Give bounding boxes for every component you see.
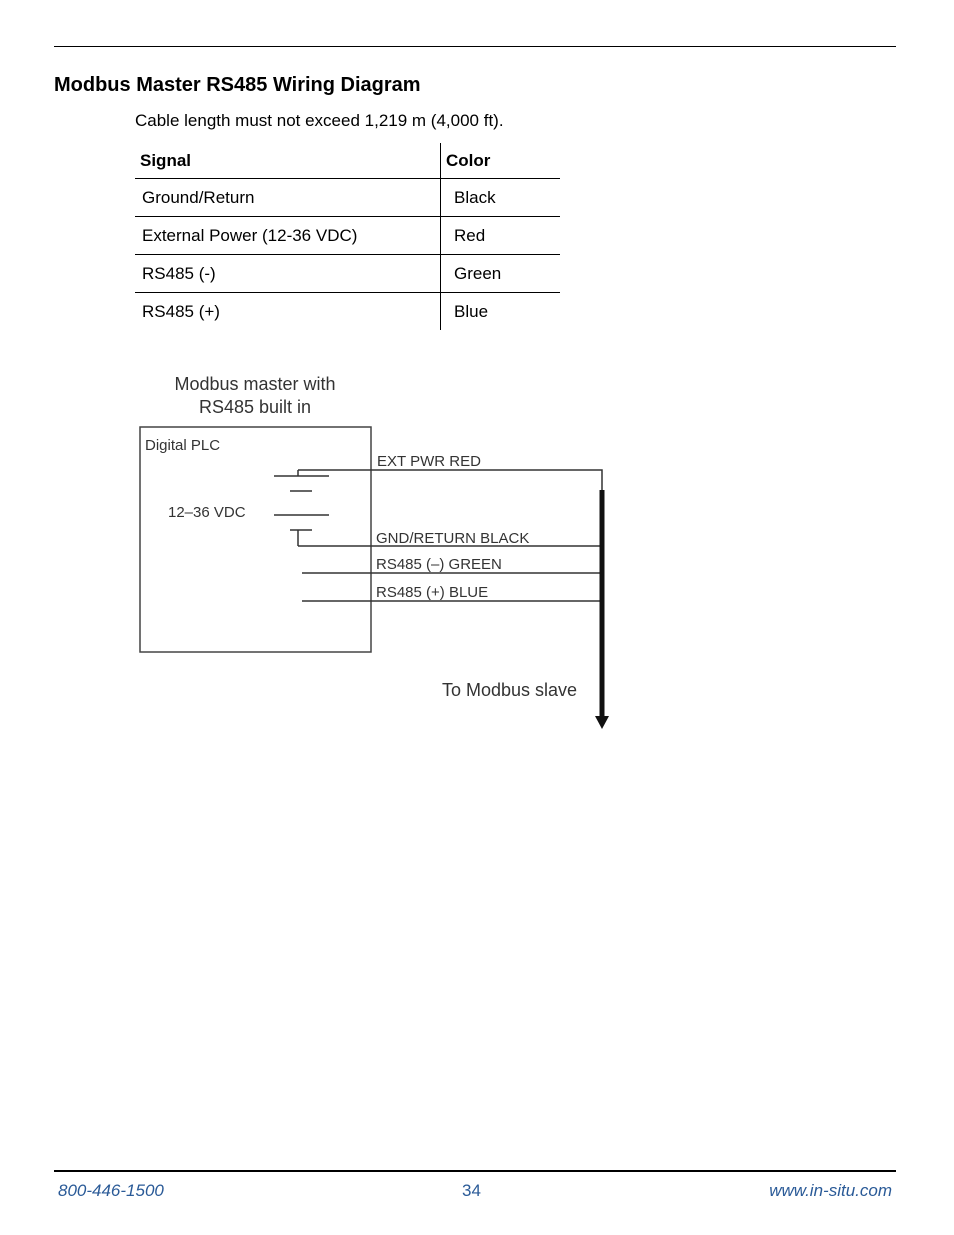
color-cell: Green — [441, 255, 561, 293]
section-title: Modbus Master RS485 Wiring Diagram — [54, 74, 421, 96]
plc-label: Digital PLC — [145, 437, 221, 454]
diagram-caption-line2: RS485 built in — [198, 397, 312, 417]
color-cell: Red — [441, 217, 561, 255]
footer-rule — [54, 1170, 896, 1172]
wire-ext-pwr-label: EXT PWR RED — [377, 453, 481, 470]
signal-cell: External Power (12-36 VDC) — [135, 217, 441, 255]
slave-label: To Modbus slave — [442, 680, 578, 700]
cable-length-note: Cable length must not exceed 1,219 m (4,000 ft). — [135, 111, 504, 130]
battery-symbol — [274, 470, 329, 546]
plc-box — [140, 427, 371, 652]
wire-rs485-plus-label: RS485 (+) BLUE — [376, 584, 489, 601]
wire-ext-pwr — [298, 470, 602, 495]
color-cell: Blue — [441, 293, 561, 331]
signal-cell: RS485 (+) — [142, 301, 220, 321]
header-color: Color — [441, 143, 561, 179]
color-cell: Black — [441, 179, 561, 217]
diagram-caption-line1: Modbus master with — [174, 374, 336, 394]
signal-cell: RS485 (-) — [135, 255, 441, 293]
page-number: 34 — [462, 1181, 481, 1200]
signal-cell: Ground/Return — [135, 179, 441, 217]
footer-website: www.in-situ.com — [769, 1181, 892, 1200]
footer-phone: 800-446-1500 — [58, 1181, 164, 1200]
arrow-down-icon — [595, 716, 609, 729]
wire-gnd-label: GND/RETURN BLACK — [376, 530, 530, 547]
wire-rs485-minus-label: RS485 (–) GREEN — [376, 556, 502, 573]
header-signal: Signal — [135, 143, 441, 179]
supply-label: 12–36 VDC — [168, 504, 246, 521]
